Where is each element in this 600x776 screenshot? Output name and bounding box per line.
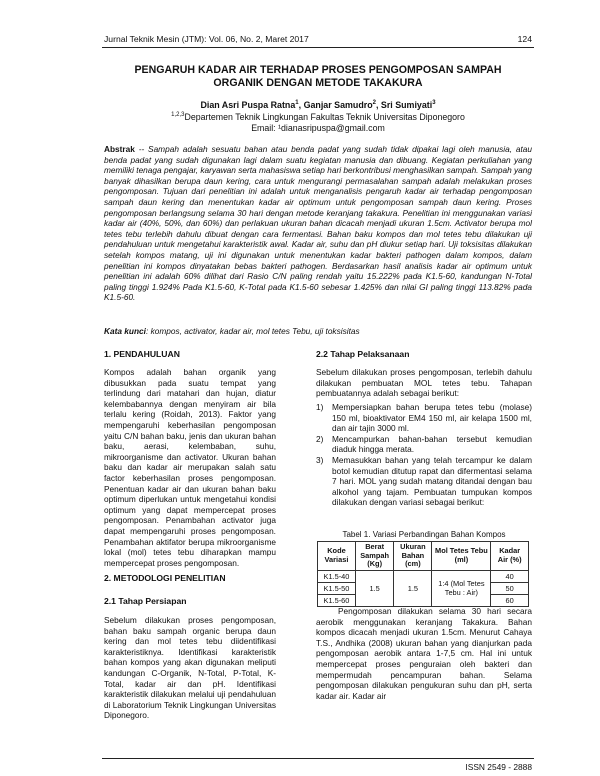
list-item [316, 434, 532, 455]
col-header-berat: Berat Sampah (Kg) [355, 542, 393, 571]
issn: ISSN 2549 - 2888 [465, 762, 532, 772]
page-number: 124 [517, 34, 532, 44]
list-item-number: 1) [316, 402, 324, 412]
abstract [104, 144, 532, 303]
list-item-text: Memasukkan bahan yang telah tercampur ke dalam botol kemudian ditutup rapat dan difermentasi selama 7 hari. MOL yang sudah matang ditandai dengan bau alkohol yang tajam. Pembuatan tumpukan kompos dilakukan dengan variasi sebagai berikut: [332, 454, 532, 508]
paper-title-line-2: ORGANIK DENGAN METODE TAKAKURA [213, 77, 423, 89]
authors: Dian Asri Puspa Ratna$^1$, Ganjar Samudro$^2$, Sri Sumiyati$^3$ [200, 100, 436, 110]
affiliation-sup: 1,2,3 [171, 112, 185, 119]
section-2-2-paragraph-2: Pengomposan dilakukan selama 30 hari secara aerobik menggunakan keranjang Takakura. Bahan kompos dicacah menjadi ukuran 1.5cm. Menurut Cahaya T.S., Andhika (2008) ukuran bahan yang dianjurkan pada pengomposan aerobik antara 1-7,5 cm. Hal ini untuk mempercepat proses penguraian oleh bakteri dan mempermudah pencampuran bahan. Selama pengomposan dilakukan pengukuran suhu dan pH, serta kadar air. Kadar air [316, 606, 532, 701]
col-header-mol: Mol Tetes Tebu (ml) [432, 542, 491, 571]
author-2-sup: 2 [372, 100, 376, 107]
table-caption: Tabel 1. Variasi Perbandingan Bahan Kompos [342, 530, 506, 539]
author-2: Ganjar Samudro [303, 100, 373, 110]
list-item-text: Mempersiapkan bahan berupa tetes tebu (molase) 150 ml, bioaktivator EM4 150 ml, air kelapa 1500 ml, dan air tajin 3000 ml. [332, 402, 532, 434]
cell-ukuran: 1.5 [394, 570, 432, 606]
section-2-2-heading: 2.2 Tahap Pelaksanaan [316, 349, 410, 359]
variation-table [317, 541, 529, 607]
section-1-paragraph: Kompos adalah bahan organik yang dibusukkan pada suatu tempat yang terlindung dari matahari dan hujan, diatur kelembabannya dengan menyiram air bila terlalu kering (Roidah, 2013). Faktor yang mempengaruhi keberhasilan pengomposan yaitu C/N bahan baku, jenis dan ukuran bahan baku, aerasi, kelembaban, suhu, mikroorganisme dan activator. Ukuran bahan baku dan kadar air merupakan salah satu factor keberhasilan proses pengomposan. Penentuan kadar air dan ukuran bahan baku optimum diperlukan untuk mengetahui kondisi optimum yang dapat mempercepat proses pengomposan. Penambahan activator juga dapat mempengaruhi proses pengomposan. Penambahan aktifator berupa mikroorganisme lokal (mol) tetes tebu diharapkan mampu mempercepat proses pengomposan. [104, 367, 276, 568]
cell-code: K1.5-60 [318, 594, 356, 606]
header-rule [102, 47, 534, 48]
author-3: Sri Sumiyati [380, 100, 433, 110]
cell-kadar: 60 [491, 594, 529, 606]
list-item-number: 2) [316, 433, 324, 444]
author-3-sup: 3 [432, 100, 436, 107]
col-header-kode: Kode Variasi [318, 542, 356, 571]
cell-berat: 1.5 [355, 570, 393, 606]
affiliation [104, 112, 532, 122]
list-item [316, 455, 532, 508]
cell-code: K1.5-40 [318, 570, 356, 582]
affiliation-text: Departemen Teknik Lingkungan Fakultas Teknik Universitas Diponegoro [184, 112, 465, 122]
section-1-heading: 1. PENDAHULUAN [104, 349, 180, 359]
author-email: Email: ¹dianasripuspa@gmail.com [251, 123, 385, 133]
cell-kadar: 50 [491, 582, 529, 594]
abstract-label: Abstrak [104, 144, 135, 154]
table-header-row [318, 542, 529, 571]
procedure-list [316, 402, 532, 508]
table-row [318, 570, 529, 582]
list-item [316, 402, 532, 434]
section-2-heading: 2. METODOLOGI PENELITIAN [104, 573, 226, 583]
cell-mol: 1:4 (Mol Tetes Tebu : Air) [432, 570, 491, 606]
author-1: Dian Asri Puspa Ratna [200, 100, 296, 110]
col-header-kadar: Kadar Air (%) [491, 542, 529, 571]
author-1-sup: 1 [295, 100, 299, 107]
list-item-text: Mencampurkan bahan-bahan tersebut kemudian diaduk hingga merata. [332, 433, 532, 455]
journal-header: Jurnal Teknik Mesin (JTM): Vol. 06, No. 2, Maret 2017 [104, 34, 309, 44]
footer-rule [102, 758, 534, 759]
cell-code: K1.5-50 [318, 582, 356, 594]
col-header-ukuran: Ukuran Bahan (cm) [394, 542, 432, 571]
keywords-text: : kompos, activator, kadar air, mol tetes Tebu, uji toksisitas [145, 326, 360, 336]
cell-kadar: 40 [491, 570, 529, 582]
keywords-label: Kata kunci [104, 326, 146, 336]
abstract-text: -- Sampah adalah sesuatu bahan atau benda padat yang sudah tidak dipakai lagi oleh manusia, atau benda padat yang sudah digunakan lagi dalam suatu kegiatan manusia dan dibuang. Kegiatan perkuliahan yang memiliki tenaga pengajar, karyawan serta mahasiswa setiap hari berkontribusi menghasilkan sampah. Sampah yang banyak dihasilkan berupa daun kering, cara untuk mengurangi permasalahan sampah adalah melakukan proses pengomposan. Tujuan dari penelitian ini adalah untuk menganalisis pengaruh kadar air terhadap pengomposan sampah daun kering dan menentukan kadar air optimum untuk pengomposan sampah daun kering. Proses pengomposan berlangsung selama 30 hari dengan metode keranjang takakura. Penelitian ini menggunakan variasi kadar air (40%, 50%, dan 60%) dan perlakuan ukuran bahan dicacah menjadi ukuran 1.5cm. Activator berupa mol tetes tebu terlebih dahulu dibuat dengan cara fermentasi. Bahan baku kompos dan mol tetes tebu dilakukan uji pendahuluan untuk mengetahui karakteristik awal. Kadar air, suhu dan pH diukur setiap hari. Uji toksisitas dilakukan setelah kompos matang, uji ini digunakan untuk menentukan kadar bakteri pathogen dalam kompos, dalam penelitian ini kompos dinyatakan bebas bakteri pathogen. Berdasarkan hasil analisis kadar air optimum untuk penelitian ini adalah 60% dilihat dari Rasio C/N paling rendah yaitu 15.222% pada K1.5-60, kandungan N-Total paling tinggi 1.924% Pada K1.5-60, K-Total pada K1.5-60 sebesar 1.425% dan nilai GI paling tinggi 113.82% pada K1.5-60. [104, 144, 532, 303]
keywords [104, 326, 532, 336]
section-2-1-paragraph: Sebelum dilakukan proses pengomposan, bahan baku sampah organic berupa daun kering dan mol tetes tebu diidentifikasi karakteristiknya. Identifikasi karakteristik bahan kompos yang akan digunakan meliputi kandungan C-Organik, N-Total, P-Total, K-Total, kadar air dan pH. Identifikasi karakteristik dilakukan melalui uji pendahuluan di Laboratorium Teknik Lingkungan Universitas Diponegoro. [104, 615, 276, 721]
list-item-number: 3) [316, 454, 324, 465]
section-2-2-paragraph: Sebelum dilakukan proses pengomposan, terlebih dahulu dilakukan pembuatan MOL tetes tebu. Tahapan pembuatannya adalah sebagai berikut: [316, 367, 532, 399]
section-2-1-heading: 2.1 Tahap Persiapan [104, 596, 187, 606]
paper-title-line-1: PENGARUH KADAR AIR TERHADAP PROSES PENGOMPOSAN SAMPAH [134, 64, 502, 76]
